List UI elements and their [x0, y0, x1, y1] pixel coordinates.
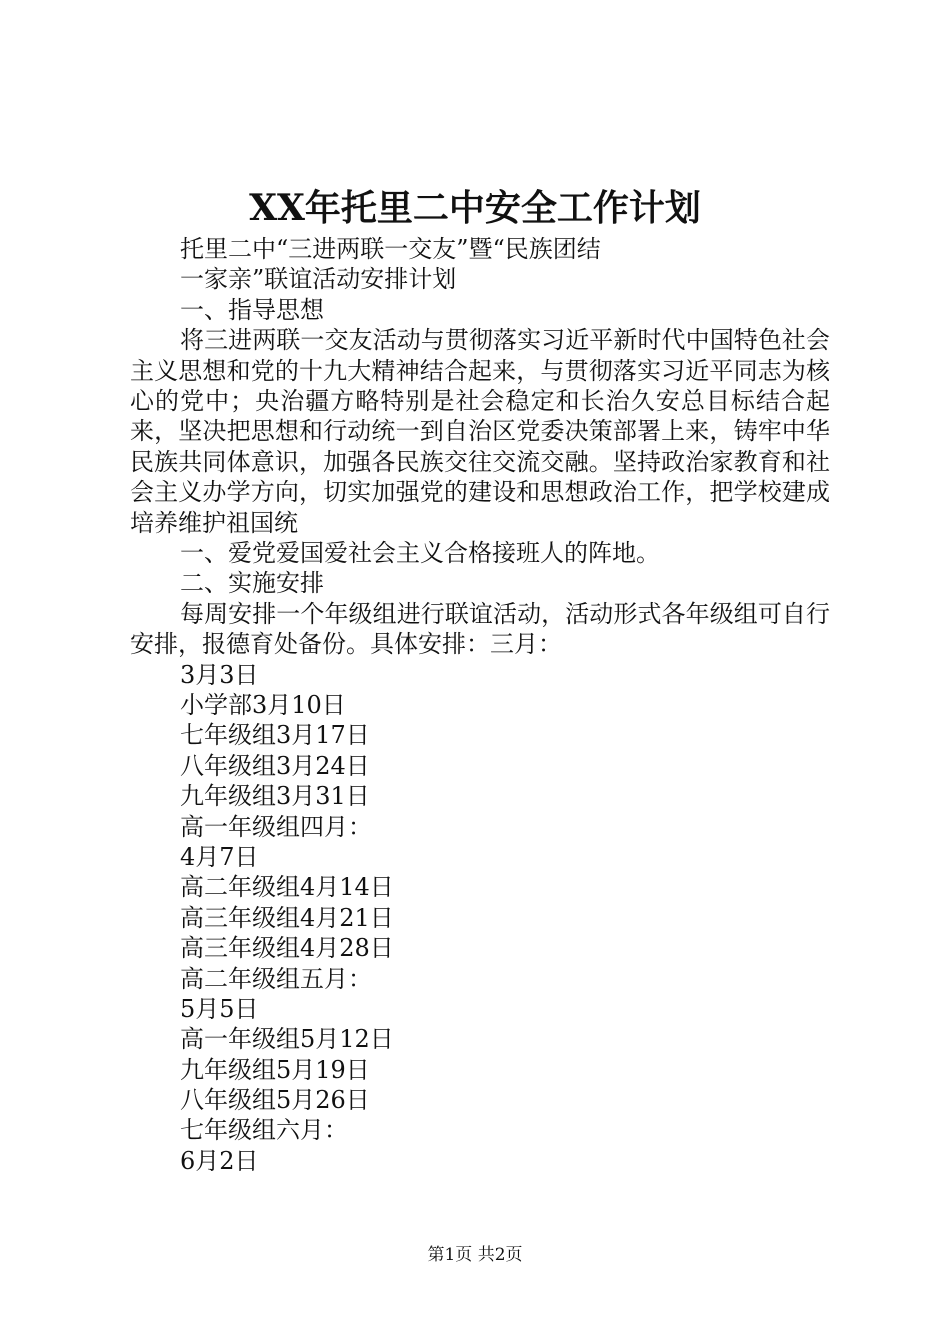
body-line: 九年级组5月19日	[180, 1055, 370, 1084]
body-line: 一、爱党爱国爱社会主义合格接班人的阵地。	[180, 539, 660, 568]
document-body	[130, 234, 830, 1176]
body-line: 高一年级组四月：	[180, 812, 372, 841]
body-line: 小学部3月10日	[180, 691, 346, 719]
body-line: 七年级组六月：	[180, 1116, 348, 1145]
body-line: 一、指导思想	[180, 295, 324, 324]
body-line: 九年级组3月31日	[180, 782, 370, 811]
body-line: 高二年级组五月：	[180, 964, 372, 993]
body-line: 4月7日	[180, 842, 259, 871]
body-line: 5月5日	[180, 994, 259, 1023]
body-line: 八年级组3月24日	[180, 751, 370, 780]
body-line: 高二年级组4月14日	[180, 873, 394, 902]
body-line: 二、实施安排	[180, 569, 324, 598]
page-footer: 第1页 共2页	[427, 1245, 523, 1265]
body-line: 托里二中“三进两联一交友”暨“民族团结	[180, 235, 601, 263]
body-line: 八年级组5月26日	[180, 1086, 370, 1115]
body-line: 高一年级组5月12日	[180, 1025, 394, 1054]
document-title: XX年托里二中安全工作计划	[249, 187, 701, 229]
body-line: 高三年级组4月21日	[180, 903, 394, 932]
body-line: 高三年级组4月28日	[180, 934, 394, 963]
body-line: 七年级组3月17日	[180, 721, 370, 750]
body-line: 3月3日	[180, 660, 259, 689]
body-line: 6月2日	[180, 1146, 259, 1175]
body-paragraph: 将三进两联一交友活动与贯彻落实习近平新时代中国特色社会主义思想和党的十九大精神结合起来，与贯彻落实习近平同志为核心的党中；央治疆方略特别是社会稳定和长治久安总目标结合起来，坚决把思想和行动统一到自治区党委决策部署上来，铸牢中华民族共同体意识，加强各民族交往交流交融。坚持政治家教育和社会主义办学方向，切实加强党的建设和思想政治工作，把学校建成培养维护祖国统	[130, 326, 830, 537]
body-line: 一家亲”联谊活动安排计划	[180, 265, 457, 294]
body-paragraph: 每周安排一个年级组进行联谊活动，活动形式各年级组可自行安排，报德育处备份。具体安排：三月：	[130, 599, 830, 659]
